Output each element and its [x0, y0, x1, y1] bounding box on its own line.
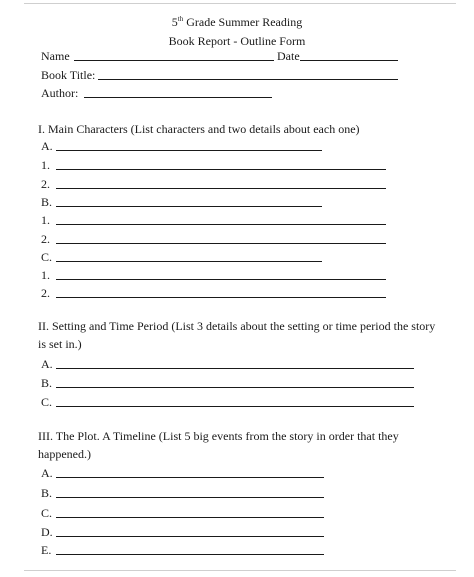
author-label: Author:	[41, 86, 79, 100]
section-1-item-label: 2.	[41, 232, 50, 246]
section-1-answer-line[interactable]	[56, 169, 386, 170]
section-2-answer-line[interactable]	[56, 387, 414, 388]
section-3-heading-line-1: III. The Plot. A Timeline (List 5 big events from the story in order that they	[38, 429, 399, 443]
title-line-2: Book Report - Outline Form	[168, 34, 306, 48]
section-1-answer-line[interactable]	[56, 150, 322, 151]
section-3-item-label: D.	[41, 525, 53, 539]
page-bottom-border	[24, 570, 456, 571]
section-1-item-label: 2.	[41, 286, 50, 300]
date-field[interactable]	[300, 60, 398, 61]
section-1-item-label: 1.	[41, 158, 50, 172]
author-field[interactable]	[84, 97, 272, 98]
section-1-item-label: 2.	[41, 177, 50, 191]
section-2-heading-line-1: II. Setting and Time Period (List 3 details about the setting or time period the story	[38, 319, 436, 333]
title-line-1	[0, 10, 474, 32]
section-3-item-label: B.	[41, 486, 53, 500]
section-1-answer-line[interactable]	[56, 279, 386, 280]
section-3-answer-line[interactable]	[56, 477, 324, 478]
grade-suffix: th	[177, 15, 184, 23]
book-title-label: Book Title:	[41, 68, 96, 82]
section-2-heading-line-2: is set in.)	[38, 337, 82, 351]
section-1-answer-line[interactable]	[56, 188, 386, 189]
title-line-1-text: Grade Summer Reading	[183, 15, 303, 29]
section-2-answer-line[interactable]	[56, 406, 414, 407]
section-1-answer-line[interactable]	[56, 206, 322, 207]
section-3-answer-line[interactable]	[56, 517, 324, 518]
section-2-item-label: C.	[41, 395, 53, 409]
section-3-heading-line-2: happened.)	[38, 447, 91, 461]
section-2-item-label: A.	[41, 357, 53, 371]
section-1-answer-line[interactable]	[56, 261, 322, 262]
section-2-answer-line[interactable]	[56, 368, 414, 369]
section-1-item-label: 1.	[41, 268, 50, 282]
date-label: Date	[277, 49, 300, 63]
section-1-item-label: A.	[41, 139, 53, 153]
section-3-answer-line[interactable]	[56, 554, 324, 555]
name-field[interactable]	[74, 60, 274, 61]
section-1-item-label: C.	[41, 250, 53, 264]
section-3-item-label: C.	[41, 506, 53, 520]
section-3-item-label: E.	[41, 543, 52, 557]
grade-number: 5	[171, 15, 178, 29]
form-title	[0, 10, 474, 51]
section-2-item-label: B.	[41, 376, 53, 390]
section-1-item-label: B.	[41, 195, 53, 209]
section-3-item-label: A.	[41, 466, 53, 480]
name-label: Name	[41, 49, 70, 63]
section-1-answer-line[interactable]	[56, 243, 386, 244]
section-1-answer-line[interactable]	[56, 224, 386, 225]
section-3-answer-line[interactable]	[56, 497, 324, 498]
section-3-answer-line[interactable]	[56, 536, 324, 537]
section-1-item-label: 1.	[41, 213, 50, 227]
page-top-border	[24, 3, 456, 4]
section-1-answer-line[interactable]	[56, 297, 386, 298]
section-1-heading: I. Main Characters (List characters and two details about each one)	[38, 122, 360, 136]
book-title-field[interactable]	[98, 79, 398, 80]
